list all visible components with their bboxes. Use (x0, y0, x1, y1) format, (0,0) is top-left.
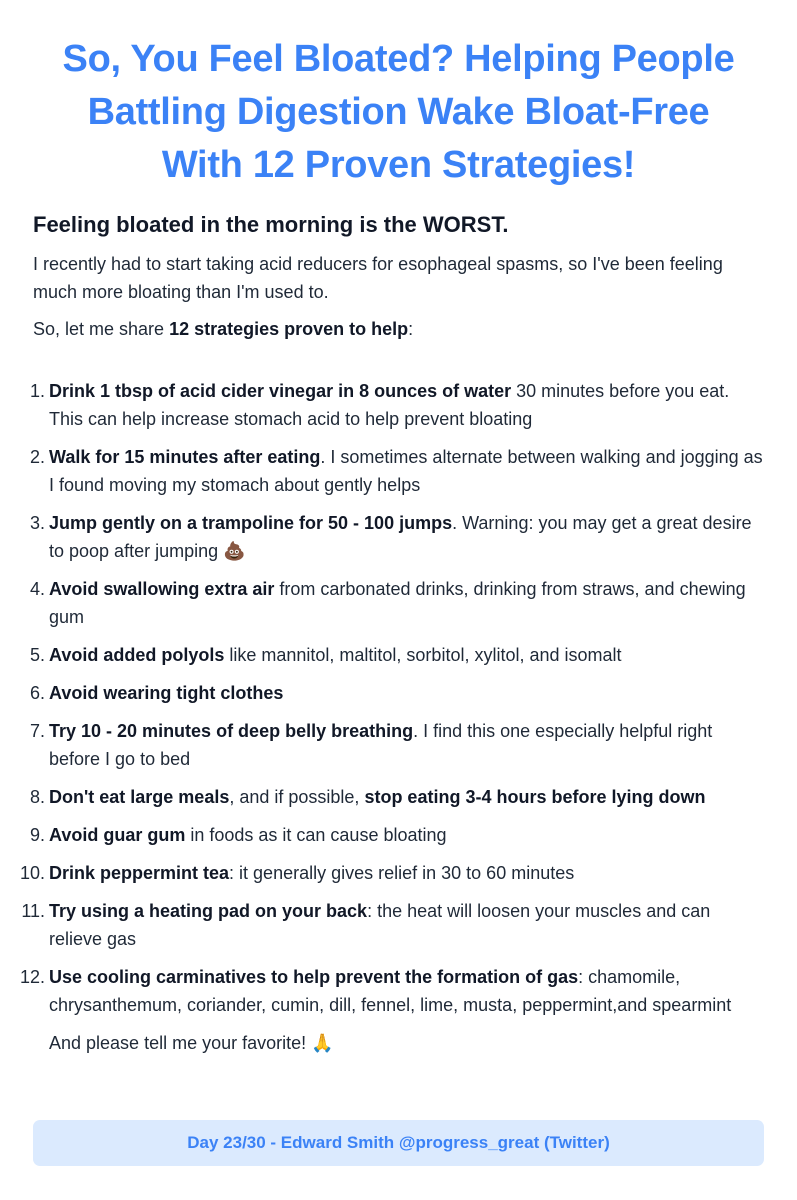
item-number: 1. (29, 381, 45, 401)
item-bold: Use cooling carminatives to help prevent the formation of gas (49, 967, 579, 987)
item-number: 3. (29, 513, 45, 533)
item-bold: Don't eat large meals (49, 787, 230, 807)
title-line-1: So, You Feel Bloated? Helping People (62, 38, 735, 80)
item-text: . I sometimes alternate between walking and jogging as I found moving my stomach about gently helps (49, 447, 763, 495)
list-item (19, 859, 763, 887)
item-text: , and if possible, (229, 787, 365, 807)
item-number: 5. (29, 645, 45, 665)
item-bold: Try 10 - 20 minutes of deep belly breathing (49, 721, 414, 741)
subtitle: Feeling bloated in the morning is the WORST. (33, 212, 509, 237)
item-number: 4. (29, 579, 45, 599)
list-item (29, 821, 763, 849)
item-number: 7. (29, 721, 45, 741)
list-item (29, 783, 763, 811)
item-text: 30 minutes before you eat. This can help increase stomach acid to help prevent bloating (49, 381, 730, 429)
item-bold-secondary: stop eating 3-4 hours before lying down (364, 787, 706, 807)
item-bold: Drink peppermint tea (49, 863, 230, 883)
item-bold: Jump gently on a trampoline for 50 - 100 jumps (49, 513, 453, 533)
list-item (29, 377, 763, 433)
article-body (0, 210, 797, 1057)
item-bold: Drink 1 tbsp of acid cider vinegar in 8 ounces of water (49, 381, 512, 401)
footer-banner: Day 23/30 - Edward Smith @progress_great (Twitter) (33, 1120, 764, 1166)
title-line-2: Battling Digestion Wake Bloat-Free (87, 91, 710, 133)
item-bold: Avoid guar gum (49, 825, 186, 845)
list-item (29, 575, 763, 631)
list-item (29, 679, 763, 707)
item-bold: Try using a heating pad on your back (49, 901, 368, 921)
item-text: . I find this one especially helpful right before I go to bed (49, 721, 713, 769)
item-text: : it generally gives relief in 30 to 60 minutes (229, 863, 575, 883)
item-number: 8. (29, 787, 45, 807)
lead-paragraph (33, 315, 763, 343)
item-text: : chamomile, chrysanthemum, coriander, cumin, dill, fennel, lime, musta, peppermint,and spearmint (49, 967, 732, 1015)
item-bold: Avoid wearing tight clothes (49, 683, 284, 703)
list-item (19, 963, 763, 1019)
closing-line: And please tell me your favorite! 🙏 (49, 1033, 334, 1053)
list-item (29, 509, 763, 565)
item-bold: Avoid added polyols (49, 645, 225, 665)
intro-paragraph: I recently had to start taking acid reducers for esophageal spasms, so I've been feeling much more bloating than I'm used to. (33, 254, 723, 302)
item-text: from carbonated drinks, drinking from straws, and chewing gum (49, 579, 746, 627)
item-number: 10. (19, 863, 45, 883)
lead-bold: 12 strategies proven to help (169, 319, 409, 339)
item-text: in foods as it can cause bloating (185, 825, 447, 845)
lead-suffix: : (408, 319, 414, 339)
item-number: 12. (19, 967, 45, 987)
page-title (0, 0, 797, 192)
item-text: : the heat will loosen your muscles and can relieve gas (49, 901, 711, 949)
item-text: like mannitol, maltitol, sorbitol, xylitol, and isomalt (224, 645, 622, 665)
list-item (29, 443, 763, 499)
item-number: 9. (29, 825, 45, 845)
strategy-list (19, 377, 763, 1019)
list-item (29, 641, 763, 669)
title-line-3: With 12 Proven Strategies! (161, 144, 636, 186)
lead-prefix: So, let me share (33, 319, 170, 339)
list-item (21, 897, 763, 953)
item-number: 6. (29, 683, 45, 703)
item-bold: Avoid swallowing extra air (49, 579, 275, 599)
item-number: 11. (21, 901, 45, 921)
item-number: 2. (29, 447, 45, 467)
item-bold: Walk for 15 minutes after eating (49, 447, 321, 467)
item-text: . Warning: you may get a great desire to poop after jumping 💩 (49, 513, 752, 561)
list-item (29, 717, 763, 773)
